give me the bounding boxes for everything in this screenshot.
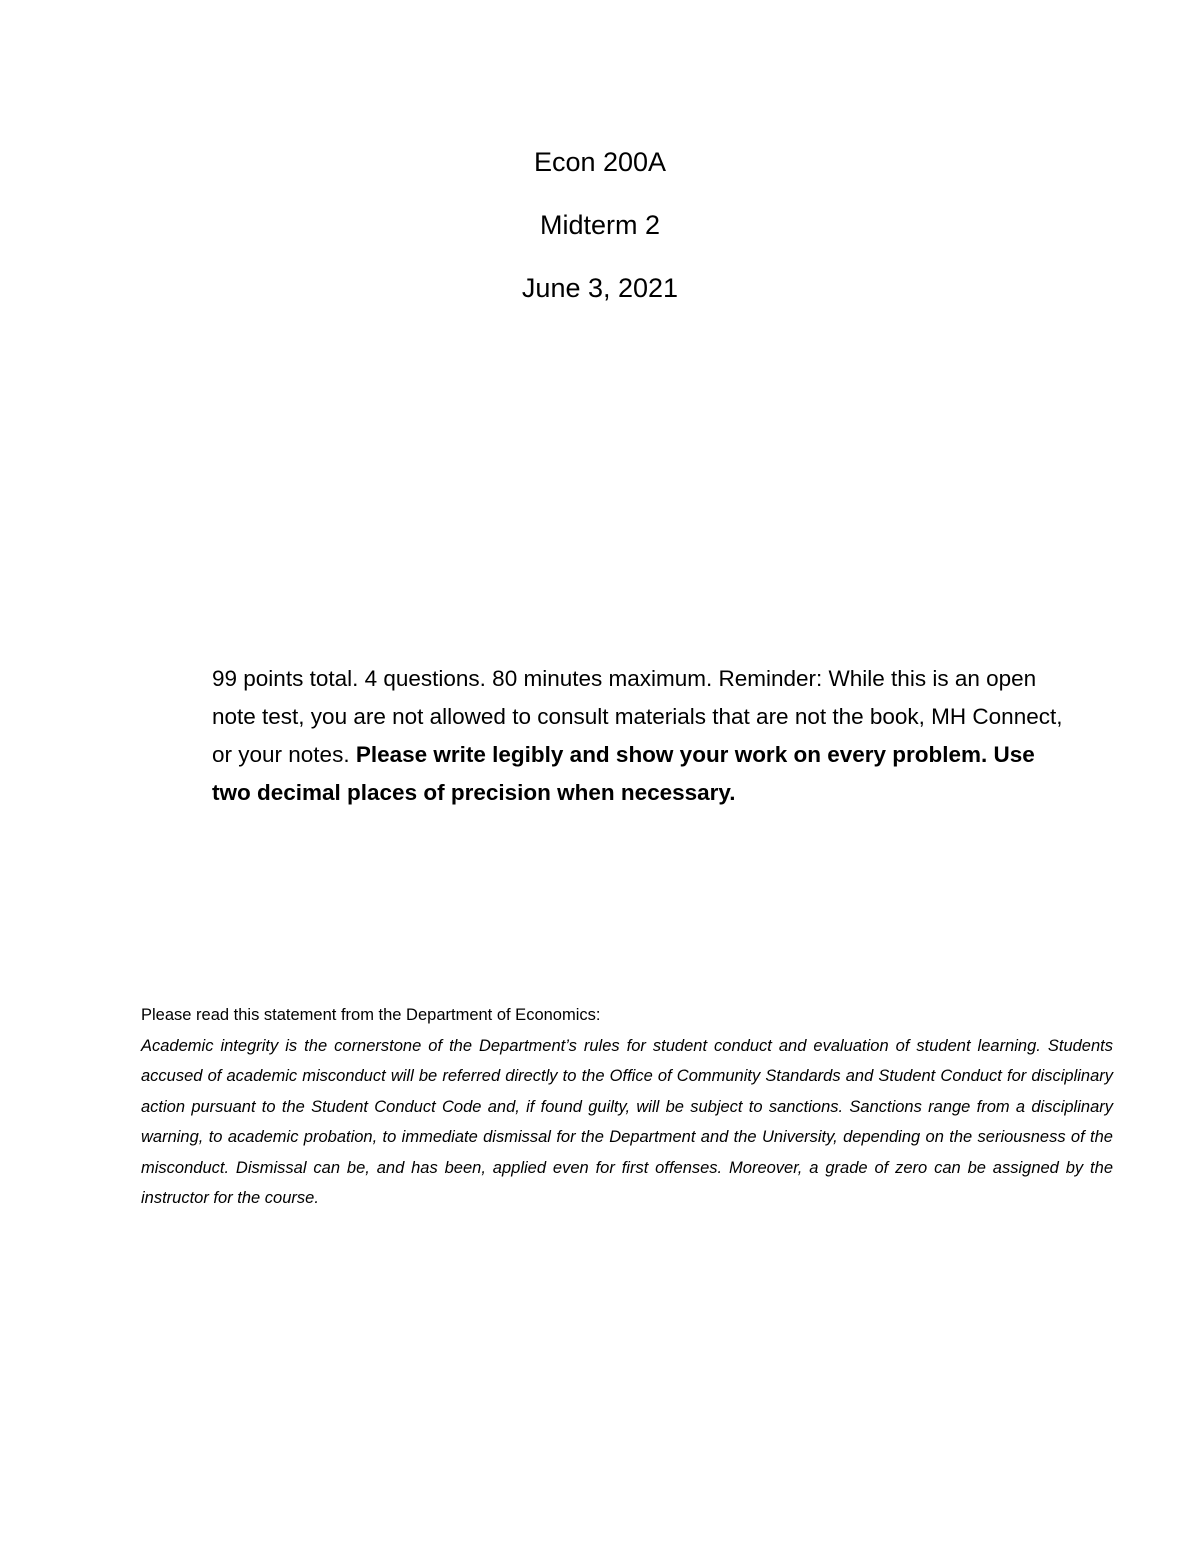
integrity-statement [141, 1000, 1113, 1214]
instructions-text: 99 points total. 4 questions. 80 minutes maximum. Reminder: While this is an open note test, you are not allowed to consult materials that are not the book, MH Connect, or your notes. [212, 666, 1063, 767]
exam-header [0, 140, 1200, 329]
statement-body: Academic integrity is the cornerstone of the Department’s rules for student conduct and evaluation of student learning. Students accused of academic misconduct will be referred directly to the Office of Community Standards and Student Conduct for disciplinary action pursuant to the Student Conduct Code and, if found guilty, will be subject to sanctions. Sanctions range from a disciplinary warning, to academic probation, to immediate dismissal for the Department and the University, depending on the seriousness of the misconduct. Dismissal can be, and has been, applied even for first offenses. Moreover, a grade of zero can be assigned by the instructor for the course. [141, 1036, 1113, 1207]
statement-intro: Please read this statement from the Department of Economics: [141, 1006, 601, 1024]
exam-instructions [212, 660, 1072, 812]
course-title: Econ 200A [533, 147, 667, 177]
exam-date: June 3, 2021 [521, 273, 679, 303]
exam-title: Midterm 2 [539, 210, 661, 240]
instructions-emphasis: Please write legibly and show your work on every problem. Use two decimal places of precision when necessary. [212, 742, 1035, 805]
